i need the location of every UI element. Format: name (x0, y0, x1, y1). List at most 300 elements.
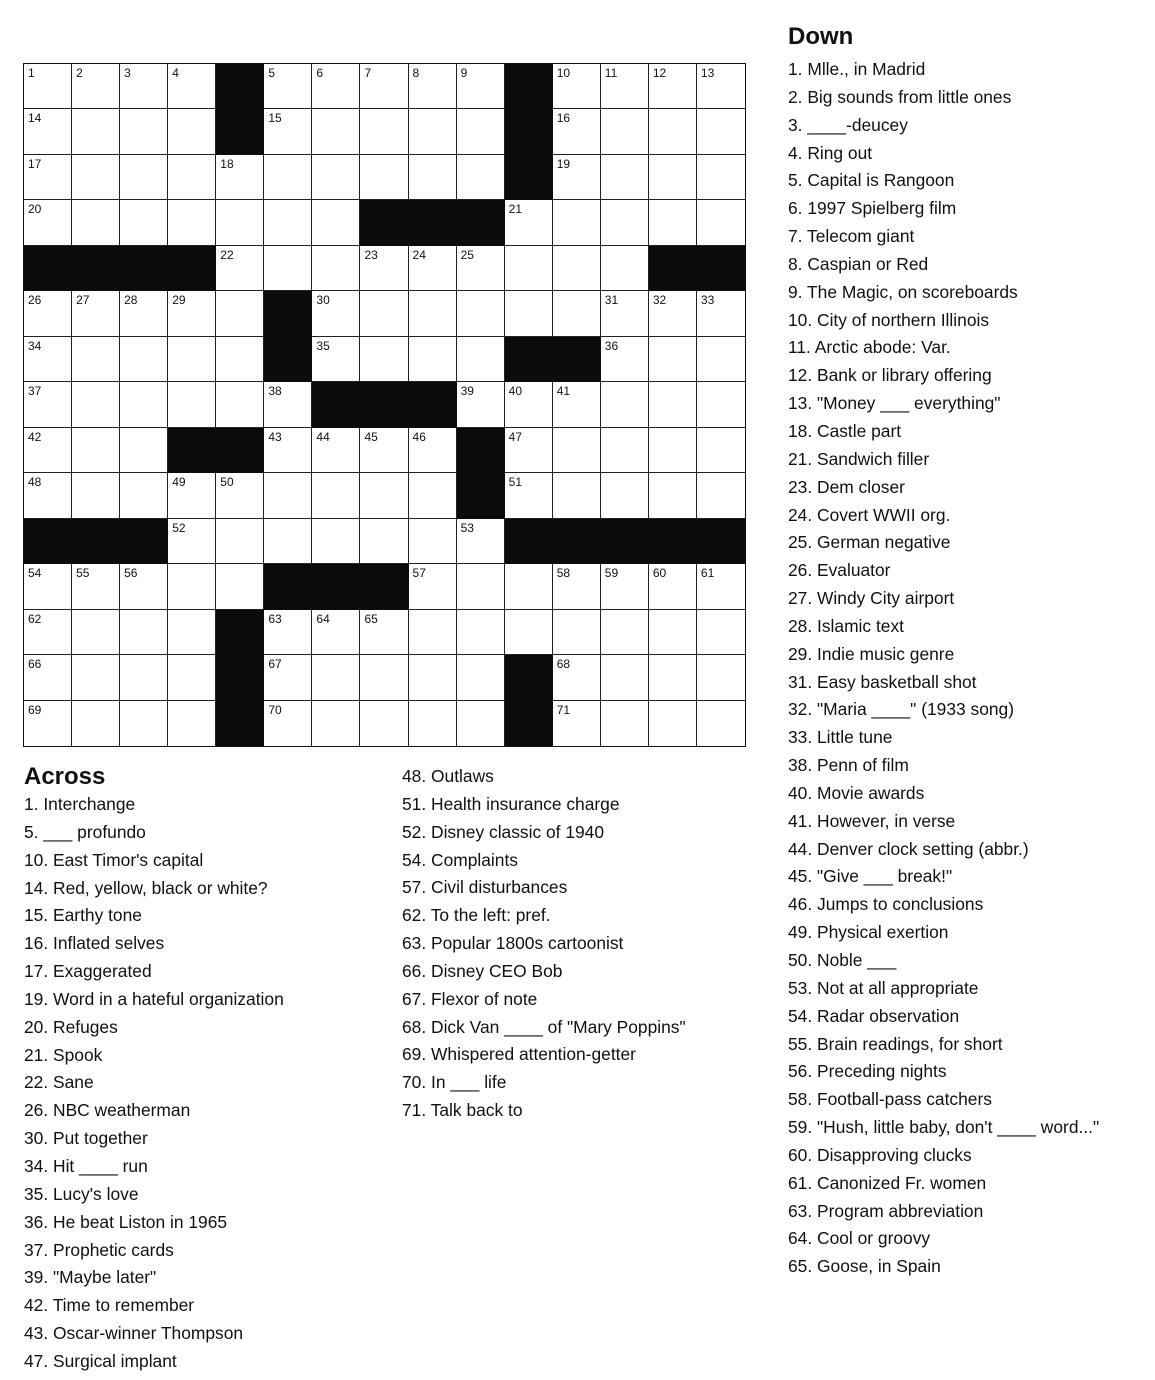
grid-cell[interactable] (505, 428, 553, 473)
down-clue[interactable]: 10. City of northern Illinois (788, 309, 990, 330)
grid-cell[interactable] (72, 337, 120, 382)
grid-cell[interactable] (601, 291, 649, 336)
grid-cell[interactable] (216, 382, 264, 427)
down-clue[interactable]: 4. Ring out (788, 142, 873, 163)
grid-block (505, 64, 553, 109)
grid-cell[interactable] (649, 337, 697, 382)
across-clue[interactable]: 54. Complaints (402, 849, 518, 870)
grid-cell[interactable] (24, 473, 72, 518)
grid-block (649, 519, 697, 564)
across-clue[interactable]: 16. Inflated selves (24, 933, 165, 954)
across-clue[interactable]: 5. ___ profundo (24, 821, 146, 842)
grid-cell[interactable] (649, 610, 697, 655)
grid-cell[interactable] (360, 473, 408, 518)
grid-cell[interactable] (601, 155, 649, 200)
grid-cell[interactable] (72, 382, 120, 427)
grid-block (505, 701, 553, 746)
down-clue[interactable]: 12. Bank or library offering (788, 365, 992, 386)
grid-cell[interactable] (216, 246, 264, 291)
grid-cell[interactable] (24, 564, 72, 609)
down-clue[interactable]: 29. Indie music genre (788, 643, 955, 664)
grid-cell[interactable] (360, 64, 408, 109)
grid-cell[interactable] (312, 610, 360, 655)
across-clue[interactable]: 30. Put together (24, 1128, 148, 1149)
grid-cell[interactable] (168, 382, 216, 427)
across-clue[interactable]: 19. Word in a hateful organization (24, 988, 284, 1009)
grid-cell[interactable] (505, 382, 553, 427)
grid-cell[interactable] (168, 337, 216, 382)
grid-cell[interactable] (553, 701, 601, 746)
grid-cell[interactable] (649, 291, 697, 336)
grid-cell[interactable] (120, 337, 168, 382)
down-clue[interactable]: 24. Covert WWII org. (788, 504, 951, 525)
grid-cell[interactable] (24, 610, 72, 655)
cell-number: 25 (460, 247, 474, 262)
across-clue[interactable]: 37. Prophetic cards (24, 1239, 174, 1260)
across-clue[interactable]: 22. Sane (24, 1072, 94, 1093)
cell-number: 23 (364, 247, 378, 262)
down-clue[interactable]: 31. Easy basketball shot (788, 671, 977, 692)
grid-cell[interactable] (505, 610, 553, 655)
cell-number: 11 (604, 66, 618, 80)
across-clue[interactable]: 57. Civil disturbances (402, 877, 568, 898)
grid-cell[interactable] (312, 473, 360, 518)
cell-number: 48 (28, 475, 42, 490)
grid-cell[interactable] (553, 291, 601, 336)
grid-cell[interactable] (697, 64, 745, 109)
grid-cell[interactable] (649, 564, 697, 609)
grid-cell[interactable] (120, 473, 168, 518)
down-clue[interactable]: 58. Football-pass catchers (788, 1089, 992, 1110)
grid-cell[interactable] (72, 655, 120, 700)
grid-cell[interactable] (24, 64, 72, 109)
grid-cell[interactable] (697, 200, 745, 245)
grid-cell[interactable] (120, 64, 168, 109)
grid-cell[interactable] (120, 382, 168, 427)
grid-cell[interactable] (360, 519, 408, 564)
across-clue[interactable]: 51. Health insurance charge (402, 793, 620, 814)
across-clue[interactable]: 68. Dick Van ____ of "Mary Poppins" (402, 1016, 686, 1037)
across-clue-list-2 (402, 763, 686, 1125)
grid-cell[interactable] (649, 200, 697, 245)
grid-cell[interactable] (409, 291, 457, 336)
grid-cell[interactable] (457, 109, 505, 154)
down-clue[interactable]: 27. Windy City airport (788, 588, 955, 609)
grid-cell[interactable] (649, 701, 697, 746)
grid-cell[interactable] (264, 473, 312, 518)
grid-cell[interactable] (601, 564, 649, 609)
grid-cell[interactable] (312, 200, 360, 245)
grid-cell[interactable] (24, 382, 72, 427)
grid-cell[interactable] (312, 291, 360, 336)
grid-cell[interactable] (649, 155, 697, 200)
grid-cell[interactable] (409, 564, 457, 609)
grid-cell[interactable] (409, 655, 457, 700)
grid-cell[interactable] (697, 337, 745, 382)
grid-cell[interactable] (24, 200, 72, 245)
grid-cell[interactable] (360, 655, 408, 700)
grid-cell[interactable] (72, 610, 120, 655)
grid-cell[interactable] (601, 109, 649, 154)
down-clue[interactable]: 2. Big sounds from little ones (788, 86, 1012, 107)
grid-cell[interactable] (72, 428, 120, 473)
down-clue[interactable]: 9. The Magic, on scoreboards (788, 281, 1018, 302)
grid-cell[interactable] (168, 155, 216, 200)
grid-cell[interactable] (264, 655, 312, 700)
across-clue[interactable]: 67. Flexor of note (402, 988, 538, 1009)
grid-cell[interactable] (409, 610, 457, 655)
across-clue[interactable]: 1. Interchange (24, 794, 136, 814)
grid-cell[interactable] (120, 291, 168, 336)
down-clue[interactable]: 55. Brain readings, for short (788, 1033, 1003, 1054)
down-clue[interactable]: 60. Disapproving clucks (788, 1144, 972, 1165)
grid-cell[interactable] (360, 337, 408, 382)
across-clue[interactable]: 21. Spook (24, 1044, 103, 1065)
grid-block (216, 655, 264, 700)
grid-cell[interactable] (649, 473, 697, 518)
grid-cell[interactable] (264, 109, 312, 154)
grid-cell[interactable] (697, 382, 745, 427)
down-clue[interactable]: 40. Movie awards (788, 782, 925, 803)
grid-block (120, 246, 168, 291)
grid-cell[interactable] (264, 701, 312, 746)
grid-cell[interactable] (697, 428, 745, 473)
across-clue[interactable]: 26. NBC weatherman (24, 1100, 191, 1121)
across-clue[interactable]: 62. To the left: pref. (402, 905, 551, 926)
across-clue[interactable]: 70. In ___ life (402, 1072, 507, 1093)
grid-cell[interactable] (553, 382, 601, 427)
across-heading: Across (24, 763, 106, 790)
grid-cell[interactable] (505, 564, 553, 609)
grid-cell[interactable] (553, 610, 601, 655)
grid-cell[interactable] (312, 701, 360, 746)
grid-cell[interactable] (505, 200, 553, 245)
cell-number: 14 (28, 111, 42, 126)
grid-cell[interactable] (553, 109, 601, 154)
grid-cell[interactable] (312, 64, 360, 109)
down-clue[interactable]: 6. 1997 Spielberg film (788, 198, 957, 219)
grid-cell[interactable] (264, 428, 312, 473)
down-clue[interactable]: 65. Goose, in Spain (788, 1256, 941, 1277)
grid-block (216, 109, 264, 154)
grid-cell[interactable] (553, 64, 601, 109)
grid-cell[interactable] (72, 701, 120, 746)
grid-cell[interactable] (72, 155, 120, 200)
down-clue[interactable]: 5. Capital is Rangoon (788, 170, 955, 191)
grid-cell[interactable] (601, 246, 649, 291)
grid-cell[interactable] (697, 655, 745, 700)
cell-number: 10 (556, 66, 571, 80)
grid-cell[interactable] (409, 337, 457, 382)
grid-cell[interactable] (264, 64, 312, 109)
grid-cell[interactable] (601, 64, 649, 109)
grid-cell[interactable] (457, 655, 505, 700)
grid-cell[interactable] (216, 473, 264, 518)
cell-number: 68 (556, 657, 571, 672)
grid-cell[interactable] (409, 473, 457, 518)
across-clue[interactable]: 42. Time to remember (24, 1295, 195, 1316)
grid-cell[interactable] (457, 519, 505, 564)
grid-cell[interactable] (409, 155, 457, 200)
grid-cell[interactable] (505, 246, 553, 291)
grid-cell[interactable] (216, 564, 264, 609)
grid-cell[interactable] (216, 291, 264, 336)
grid-cell[interactable] (601, 382, 649, 427)
grid-cell[interactable] (697, 155, 745, 200)
grid-cell[interactable] (457, 610, 505, 655)
down-clue[interactable]: 45. "Give ___ break!" (788, 866, 953, 887)
grid-cell[interactable] (553, 655, 601, 700)
grid-cell[interactable] (168, 291, 216, 336)
grid-block (457, 200, 505, 245)
down-clue[interactable]: 64. Cool or groovy (788, 1228, 931, 1249)
cell-number: 62 (28, 611, 42, 626)
across-clue[interactable]: 48. Outlaws (402, 766, 494, 786)
across-clue[interactable]: 39. "Maybe later" (24, 1267, 157, 1288)
grid-cell[interactable] (264, 246, 312, 291)
grid-cell[interactable] (168, 564, 216, 609)
grid-block (553, 337, 601, 382)
grid-cell[interactable] (120, 564, 168, 609)
grid-cell[interactable] (360, 291, 408, 336)
cell-number: 52 (172, 520, 186, 535)
grid-cell[interactable] (72, 109, 120, 154)
grid-cell[interactable] (120, 610, 168, 655)
across-clue[interactable]: 20. Refuges (24, 1016, 118, 1037)
grid-cell[interactable] (24, 291, 72, 336)
cell-number: 33 (700, 293, 715, 308)
down-clue[interactable]: 50. Noble ___ (788, 950, 897, 970)
grid-cell[interactable] (360, 109, 408, 154)
grid-cell[interactable] (312, 519, 360, 564)
down-clue[interactable]: 18. Castle part (788, 420, 902, 441)
grid-block (505, 655, 553, 700)
grid-cell[interactable] (312, 109, 360, 154)
grid-cell[interactable] (457, 155, 505, 200)
grid-cell[interactable] (120, 155, 168, 200)
down-clue[interactable]: 3. ____-deucey (788, 114, 908, 135)
grid-cell[interactable] (216, 519, 264, 564)
grid-cell[interactable] (168, 109, 216, 154)
grid-cell[interactable] (72, 64, 120, 109)
grid-cell[interactable] (505, 291, 553, 336)
grid-cell[interactable] (601, 200, 649, 245)
down-clue[interactable]: 54. Radar observation (788, 1005, 960, 1026)
grid-cell[interactable] (168, 610, 216, 655)
grid-cell[interactable] (601, 655, 649, 700)
grid-cell[interactable] (360, 155, 408, 200)
grid-cell[interactable] (697, 701, 745, 746)
grid-cell[interactable] (697, 109, 745, 154)
grid-cell[interactable] (697, 291, 745, 336)
grid-cell[interactable] (168, 655, 216, 700)
across-clue[interactable]: 10. East Timor's capital (24, 849, 204, 870)
grid-cell[interactable] (409, 64, 457, 109)
grid-cell[interactable] (24, 109, 72, 154)
cell-number: 32 (652, 293, 667, 308)
across-clue[interactable]: 71. Talk back to (402, 1100, 523, 1121)
grid-cell[interactable] (409, 246, 457, 291)
grid-cell[interactable] (649, 428, 697, 473)
down-clue[interactable]: 38. Penn of film (788, 755, 909, 776)
down-clue[interactable]: 8. Caspian or Red (788, 253, 929, 274)
grid-cell[interactable] (553, 473, 601, 518)
grid-cell[interactable] (24, 337, 72, 382)
cell-number: 51 (508, 475, 523, 490)
across-clue[interactable]: 63. Popular 1800s cartoonist (402, 933, 624, 954)
grid-cell[interactable] (457, 382, 505, 427)
down-clue[interactable]: 46. Jumps to conclusions (788, 894, 984, 915)
grid-cell[interactable] (312, 428, 360, 473)
grid-cell[interactable] (360, 701, 408, 746)
grid-cell[interactable] (457, 701, 505, 746)
grid-cell[interactable] (216, 337, 264, 382)
across-clue[interactable]: 66. Disney CEO Bob (402, 960, 563, 981)
grid-cell[interactable] (168, 64, 216, 109)
grid-block (312, 564, 360, 609)
grid-block (168, 246, 216, 291)
grid-block (216, 64, 264, 109)
grid-cell[interactable] (24, 701, 72, 746)
down-clue[interactable]: 32. "Maria ____" (1933 song) (788, 699, 1015, 720)
down-clue[interactable]: 53. Not at all appropriate (788, 977, 979, 998)
grid-cell[interactable] (697, 564, 745, 609)
grid-cell[interactable] (312, 655, 360, 700)
grid-cell[interactable] (312, 246, 360, 291)
grid-cell[interactable] (360, 610, 408, 655)
grid-cell[interactable] (24, 155, 72, 200)
cell-number: 55 (76, 566, 90, 581)
cell-number: 27 (76, 293, 90, 308)
cell-number: 6 (316, 66, 324, 80)
across-clue[interactable]: 36. He beat Liston in 1965 (24, 1211, 228, 1232)
grid-cell[interactable] (409, 701, 457, 746)
down-clue[interactable]: 21. Sandwich filler (788, 448, 930, 469)
grid-cell[interactable] (360, 428, 408, 473)
grid-cell[interactable] (457, 337, 505, 382)
grid-cell[interactable] (505, 473, 553, 518)
grid-cell[interactable] (72, 564, 120, 609)
grid-cell[interactable] (120, 109, 168, 154)
grid-cell[interactable] (649, 655, 697, 700)
down-clue[interactable]: 56. Preceding nights (788, 1061, 947, 1082)
down-clue[interactable]: 25. German negative (788, 532, 951, 553)
down-clue[interactable]: 59. "Hush, little baby, don't ____ word..." (788, 1117, 1100, 1138)
grid-cell[interactable] (457, 64, 505, 109)
cell-number: 38 (268, 384, 282, 399)
grid-cell[interactable] (168, 519, 216, 564)
grid-cell[interactable] (409, 109, 457, 154)
down-clue[interactable]: 41. However, in verse (788, 810, 956, 831)
cell-number: 64 (316, 611, 330, 626)
grid-cell[interactable] (72, 291, 120, 336)
grid-cell[interactable] (264, 519, 312, 564)
cell-number: 53 (460, 520, 474, 535)
grid-cell[interactable] (601, 610, 649, 655)
grid-cell[interactable] (409, 428, 457, 473)
down-clue[interactable]: 13. "Money ___ everything" (788, 393, 1001, 414)
grid-cell[interactable] (312, 337, 360, 382)
across-clue[interactable]: 35. Lucy's love (24, 1183, 139, 1204)
cell-number: 18 (220, 156, 234, 171)
grid-cell[interactable] (72, 200, 120, 245)
grid-cell[interactable] (72, 473, 120, 518)
grid-cell[interactable] (168, 473, 216, 518)
down-clue[interactable]: 23. Dem closer (788, 476, 905, 497)
down-clue[interactable]: 11. Arctic abode: Var. (788, 337, 951, 358)
across-clue[interactable]: 47. Surgical implant (24, 1350, 177, 1371)
grid-cell[interactable] (264, 155, 312, 200)
crossword-grid (23, 63, 746, 747)
grid-cell[interactable] (553, 564, 601, 609)
across-clue[interactable]: 15. Earthy tone (24, 905, 142, 926)
grid-cell[interactable] (553, 246, 601, 291)
cell-number: 17 (28, 156, 42, 171)
grid-cell[interactable] (24, 428, 72, 473)
grid-cell[interactable] (601, 337, 649, 382)
grid-cell[interactable] (457, 564, 505, 609)
grid-cell[interactable] (553, 200, 601, 245)
cell-number: 30 (316, 293, 330, 308)
across-clue[interactable]: 43. Oscar-winner Thompson (24, 1323, 244, 1344)
grid-cell[interactable] (216, 155, 264, 200)
down-clue[interactable]: 28. Islamic text (788, 615, 904, 636)
grid-cell[interactable] (649, 382, 697, 427)
down-clue[interactable]: 49. Physical exertion (788, 922, 949, 943)
grid-cell[interactable] (553, 155, 601, 200)
down-clue[interactable]: 33. Little tune (788, 727, 893, 748)
grid-cell[interactable] (601, 428, 649, 473)
grid-cell[interactable] (264, 200, 312, 245)
across-clue[interactable]: 52. Disney classic of 1940 (402, 821, 605, 842)
grid-cell[interactable] (120, 701, 168, 746)
grid-cell[interactable] (120, 428, 168, 473)
down-clue[interactable]: 7. Telecom giant (788, 226, 915, 247)
grid-cell[interactable] (601, 701, 649, 746)
grid-cell[interactable] (457, 291, 505, 336)
down-clue[interactable]: 1. Mlle., in Madrid (788, 59, 926, 79)
grid-cell[interactable] (360, 246, 408, 291)
grid-cell[interactable] (24, 655, 72, 700)
grid-cell[interactable] (649, 109, 697, 154)
grid-cell[interactable] (409, 519, 457, 564)
grid-cell[interactable] (264, 610, 312, 655)
grid-cell[interactable] (697, 473, 745, 518)
grid-cell[interactable] (601, 473, 649, 518)
grid-cell[interactable] (457, 246, 505, 291)
down-clue[interactable]: 63. Program abbreviation (788, 1200, 984, 1221)
grid-block (505, 337, 553, 382)
down-clue[interactable]: 44. Denver clock setting (abbr.) (788, 838, 1029, 859)
down-clue[interactable]: 26. Evaluator (788, 560, 891, 581)
across-clue[interactable]: 17. Exaggerated (24, 961, 152, 982)
grid-cell[interactable] (697, 610, 745, 655)
grid-block (24, 246, 72, 291)
grid-cell[interactable] (312, 155, 360, 200)
across-clue[interactable]: 14. Red, yellow, black or white? (24, 877, 268, 898)
grid-cell[interactable] (553, 428, 601, 473)
grid-cell[interactable] (120, 655, 168, 700)
grid-cell[interactable] (216, 200, 264, 245)
across-clue[interactable]: 69. Whispered attention-getter (402, 1044, 636, 1065)
grid-cell[interactable] (120, 200, 168, 245)
across-clue[interactable]: 34. Hit ____ run (24, 1155, 148, 1176)
grid-cell[interactable] (168, 200, 216, 245)
down-clue[interactable]: 61. Canonized Fr. women (788, 1172, 987, 1193)
grid-cell[interactable] (264, 382, 312, 427)
grid-cell[interactable] (168, 701, 216, 746)
grid-cell[interactable] (649, 64, 697, 109)
